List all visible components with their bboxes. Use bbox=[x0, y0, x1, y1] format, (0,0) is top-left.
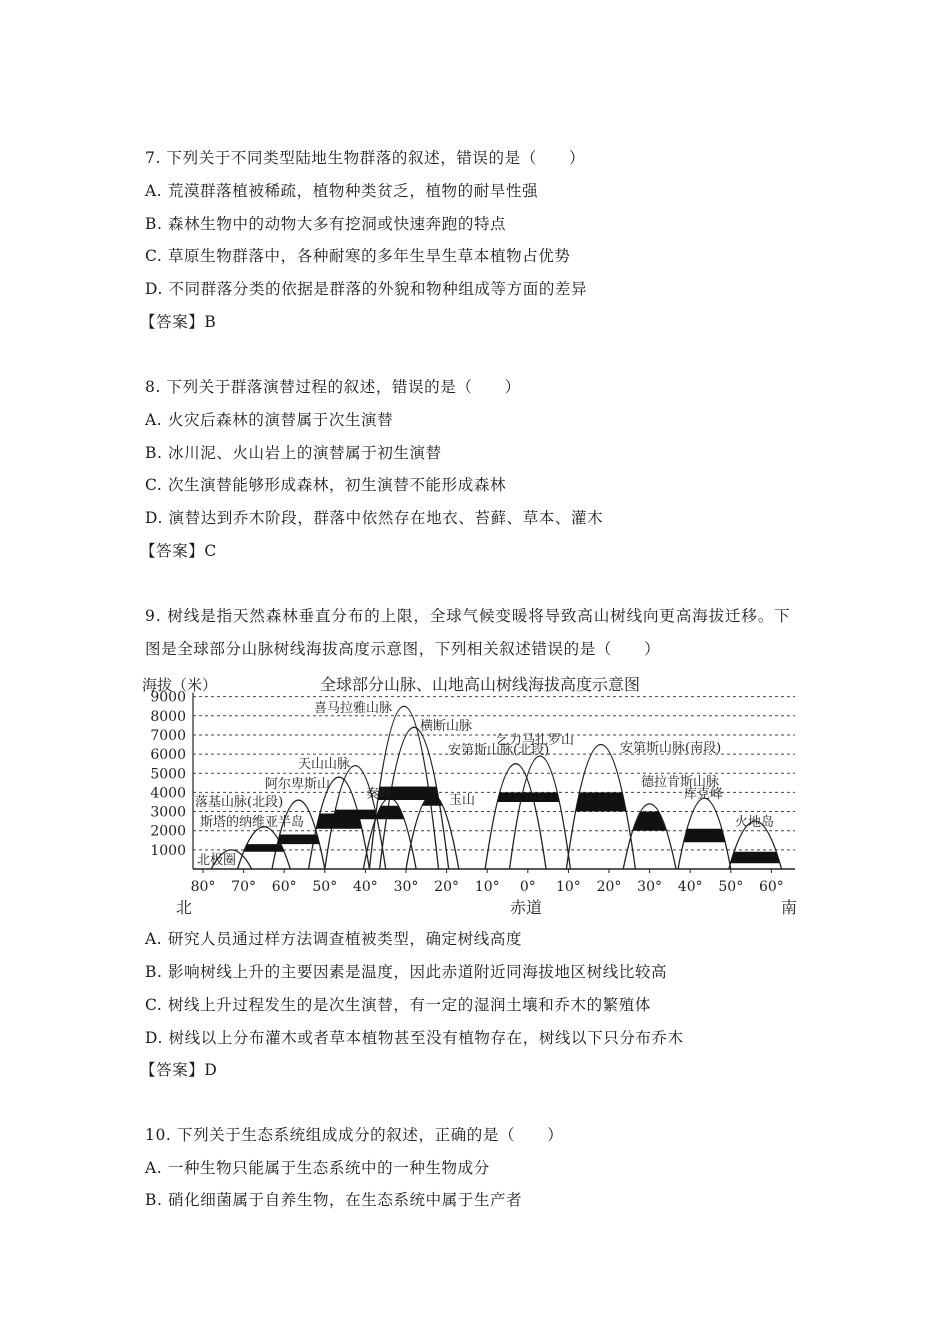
q8-option-c: C. 次生演替能够形成森林，初生演替不能形成森林 bbox=[145, 476, 507, 494]
chart-direction-north: 北 bbox=[176, 898, 193, 917]
y-tick-label: 2000 bbox=[150, 823, 186, 840]
q9-option-c: C. 树线上升过程发生的是次生演替，有一定的湿润土壤和乔木的繁殖体 bbox=[145, 996, 651, 1014]
mountain-label: 乞力马扎罗山 bbox=[496, 733, 575, 748]
q8-option-a: A. 火灾后森林的演替属于次生演替 bbox=[145, 411, 394, 429]
treeline-band bbox=[684, 829, 726, 842]
treeline-band bbox=[633, 812, 667, 831]
q10-stem: 10. 下列关于生态系统组成成分的叙述，正确的是（ ） bbox=[145, 1126, 564, 1144]
x-tick-label: 70° bbox=[231, 879, 257, 895]
treeline-band bbox=[521, 792, 560, 802]
y-tick-label: 4000 bbox=[150, 785, 186, 802]
y-tick-label: 9000 bbox=[150, 689, 186, 706]
x-tick-label: 30° bbox=[637, 879, 663, 895]
mountain-label: 阿尔卑斯山 bbox=[265, 777, 331, 792]
treeline-band bbox=[333, 810, 377, 820]
mountain-label: 北极圈 bbox=[197, 853, 237, 868]
x-tick-label: 0° bbox=[519, 879, 536, 895]
q7-answer: 【答案】B bbox=[140, 313, 217, 331]
x-tick-label: 20° bbox=[596, 879, 622, 895]
q8-answer: 【答案】C bbox=[140, 542, 217, 560]
treeline-band bbox=[277, 835, 319, 845]
q10-option-a: A. 一种生物只能属于生态系统中的一种生物成分 bbox=[145, 1159, 490, 1177]
chart-direction-equator: 赤道 bbox=[510, 898, 543, 917]
q9-answer: 【答案】D bbox=[140, 1061, 218, 1079]
mountain-label: 玉山 bbox=[449, 793, 476, 808]
q9-option-b: B. 影响树线上升的主要因素是温度，因此赤道附近同海拔地区树线比较高 bbox=[145, 963, 668, 981]
x-tick-label: 10° bbox=[474, 879, 500, 895]
y-tick-label: 6000 bbox=[150, 747, 186, 764]
q7-option-c: C. 草原生物群落中，各种耐寒的多年生旱生草本植物占优势 bbox=[145, 247, 571, 265]
mountain-label: 库克峰 bbox=[684, 787, 724, 802]
treeline-band bbox=[730, 852, 780, 863]
q7-option-a: A. 荒漠群落植被稀疏，植物种类贫乏，植物的耐旱性强 bbox=[145, 182, 539, 200]
x-tick-label: 40° bbox=[677, 879, 703, 895]
y-tick-label: 3000 bbox=[150, 804, 186, 821]
x-tick-label: 60° bbox=[758, 879, 784, 895]
q8-stem: 8. 下列关于群落演替过程的叙述，错误的是（ ） bbox=[145, 378, 521, 396]
x-tick-label: 30° bbox=[393, 879, 419, 895]
x-tick-label: 60° bbox=[271, 879, 297, 895]
q9-stem-line2: 图是全球部分山脉树线海拔高度示意图，下列相关叙述错误的是（ ） bbox=[145, 640, 661, 658]
mountain-arc bbox=[485, 764, 546, 869]
q9-stem-line1: 9. 树线是指天然森林垂直分布的上限，全球气候变暖将导致高山树线向更高海拔迁移。下 bbox=[145, 607, 791, 625]
x-tick-label: 10° bbox=[555, 879, 581, 895]
mountain-label: 斯塔的纳维亚半岛 bbox=[200, 815, 305, 830]
mountain-label: 喜马拉雅山脉 bbox=[314, 701, 393, 716]
x-tick-label: 20° bbox=[434, 879, 460, 895]
mountain-label: 落基山脉(北段) bbox=[195, 795, 284, 810]
q9-option-a: A. 研究人员通过样方法调查植被类型，确定树线高度 bbox=[145, 930, 523, 948]
q8-option-b: B. 冰川泥、火山岩上的演替属于初生演替 bbox=[145, 444, 442, 462]
x-tick-label: 50° bbox=[312, 879, 338, 895]
q7-stem: 7. 下列关于不同类型陆地生物群落的叙述，错误的是（ ） bbox=[145, 149, 586, 167]
mountain-label: 天山山脉 bbox=[298, 757, 351, 772]
mountain-label: 德拉肯斯山脉 bbox=[641, 775, 720, 790]
x-tick-label: 50° bbox=[718, 879, 744, 895]
treeline-band bbox=[244, 844, 285, 852]
y-tick-label: 1000 bbox=[150, 842, 186, 859]
chart-direction-south: 南 bbox=[781, 898, 798, 917]
y-tick-label: 7000 bbox=[150, 727, 186, 744]
chart-ylabel: 海拔（米） bbox=[142, 676, 218, 694]
q10-option-b: B. 硝化细菌属于自养生物，在生态系统中属于生产者 bbox=[145, 1191, 523, 1209]
q7-option-b: B. 森林生物中的动物大多有挖洞或快速奔跑的特点 bbox=[145, 215, 507, 233]
mountain-label: 火地岛 bbox=[735, 815, 775, 830]
q8-option-d: D. 演替达到乔木阶段，群落中依然存在地衣、苔藓、草本、灌木 bbox=[145, 509, 604, 527]
x-tick-label: 80° bbox=[190, 879, 216, 895]
treeline-band bbox=[576, 792, 627, 811]
mountain-label: 安第斯山脉(南段) bbox=[620, 741, 722, 756]
chart-title: 全球部分山脉、山地高山树线海拔高度示意图 bbox=[320, 675, 641, 694]
x-tick-label: 40° bbox=[352, 879, 378, 895]
q7-option-d: D. 不同群落分类的依据是群落的外貌和物种组成等方面的差异 bbox=[145, 280, 588, 298]
mountain-label: 秦岭 bbox=[366, 787, 393, 802]
mountain-label: 安第斯山脉(北段) bbox=[448, 743, 550, 758]
mountain-label: 横断山脉 bbox=[420, 719, 473, 734]
q9-option-d: D. 树线以上分布灌木或者草本植物甚至没有植物存在，树线以下只分布乔木 bbox=[145, 1029, 684, 1047]
y-tick-label: 8000 bbox=[150, 708, 186, 725]
y-tick-label: 5000 bbox=[150, 766, 186, 783]
